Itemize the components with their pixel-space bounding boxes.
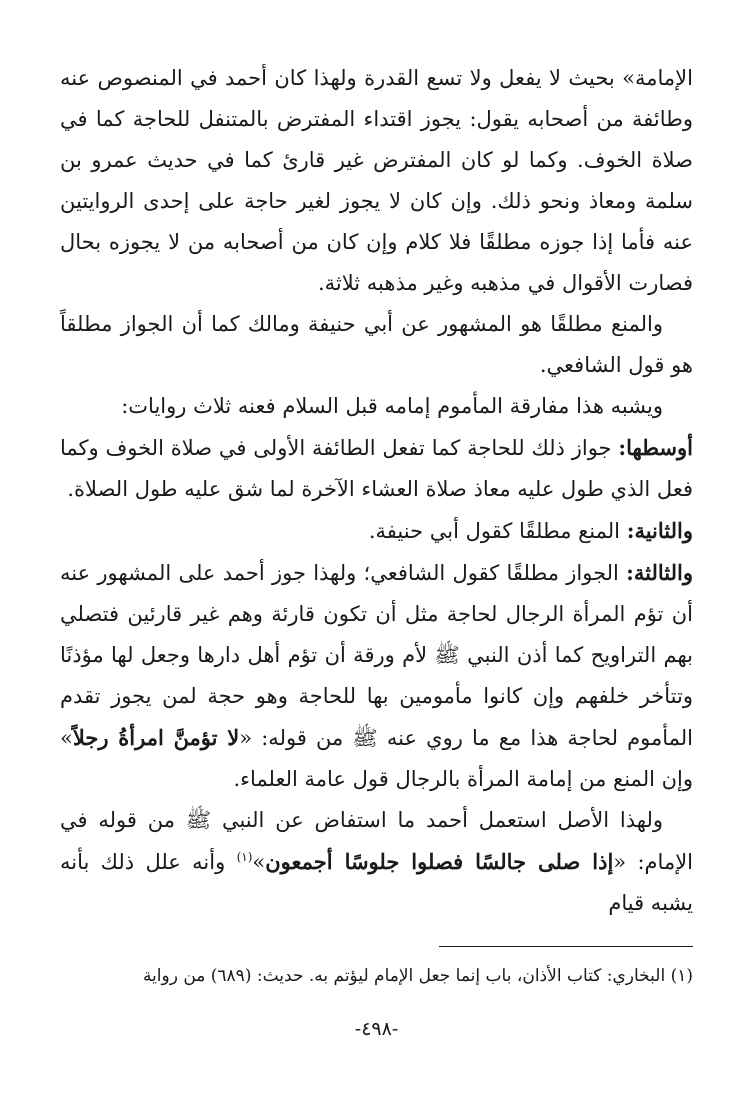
page-body	[60, 58, 693, 924]
paragraph-4	[60, 427, 693, 510]
paragraph-6-text-b: » وإن المنع من إمامة المرأة بالرجال قول عامة العلماء.	[60, 726, 693, 791]
paragraph-4-label: أوسطها:	[618, 435, 693, 460]
hadith-quote-2: إذا صلى جالسًا فصلوا جلوسًا أجمعون	[265, 849, 614, 874]
paragraph-2: والمنع مطلقًا هو المشهور عن أبي حنيفة ومالك كما أن الجواز مطلقاً هو قول الشافعي.	[60, 312, 693, 377]
footnote-1: (١) البخاري: كتاب الأذان، باب إنما جعل الإمام ليؤتم به. حديث: (٦٨٩) من رواية	[142, 966, 693, 986]
paragraph-6-text-a: الجواز مطلقًا كقول الشافعي؛ ولهذا جوز أحمد على المشهور عنه أن تؤم المرأة الرجال لحاجة مثل أن تكون قارئة وهم غير قارئين فتصلي بهم التراويح كما أذن النبي ﷺ لأم ورقة أن تؤم أهل دارها وجعل لها مؤذنًا وتتأخر خلفهم وإن كانوا مأمومين بها للحاجة وهو حجة لمن يجوز تقدم المأموم لحاجة هذا مع ما روي عنه ﷺ من قوله: «	[60, 561, 694, 750]
paragraph-7-text-c: وأنه علل ذلك بأنه يشبه قيام	[60, 850, 693, 915]
paragraph-3: ويشبه هذا مفارقة المأموم إمامه قبل السلام فعنه ثلاث روايات:	[121, 394, 663, 418]
footnote-marker[interactable]: (١)	[236, 850, 253, 864]
paragraph-7	[60, 800, 693, 924]
page-number: -٤٩٨-	[354, 1018, 399, 1040]
paragraph-1: الإمامة» بحيث لا يفعل ولا تسع القدرة ولهذا كان أحمد في المنصوص عنه وطائفة من أصحابه يقول: يجوز اقتداء المفترض بالمتنفل للحاجة كما في صلاة الخوف. وكما لو كان المفترض غير قارئ كما في حديث عمرو بن سلمة ومعاذ ونحو ذلك. وإن كان لا يجوز لغير حاجة على إحدى الروايتين عنه فأما إذا جوزه مطلقًا فلا كلام وإن كان من أصحابه من لا يجوزه بحال فصارت الأقوال في مذهبه وغير مذهبه ثلاثة.	[60, 66, 693, 295]
paragraph-5-label: والثانية:	[626, 518, 693, 543]
paragraph-7-text-b: »	[252, 850, 266, 874]
paragraph-6-label: والثالثة:	[626, 560, 693, 585]
paragraph-6	[60, 552, 693, 800]
paragraph-5	[60, 510, 693, 552]
paragraph-5-text: المنع مطلقًا كقول أبي حنيفة.	[368, 519, 627, 543]
hadith-quote-1: لا تؤمنَّ امرأةُ رجلاً	[72, 725, 240, 750]
footnote-divider	[439, 946, 693, 947]
paragraph-4-text: جواز ذلك للحاجة كما تفعل الطائفة الأولى في صلاة الخوف وكما فعل الذي طول عليه معاذ صلاة العشاء الآخرة لما شق عليه طول الصلاة.	[60, 436, 693, 501]
paragraph-7-text-a: ولهذا الأصل استعمل أحمد ما استفاض عن النبي ﷺ من قوله في الإمام: «	[60, 808, 694, 874]
